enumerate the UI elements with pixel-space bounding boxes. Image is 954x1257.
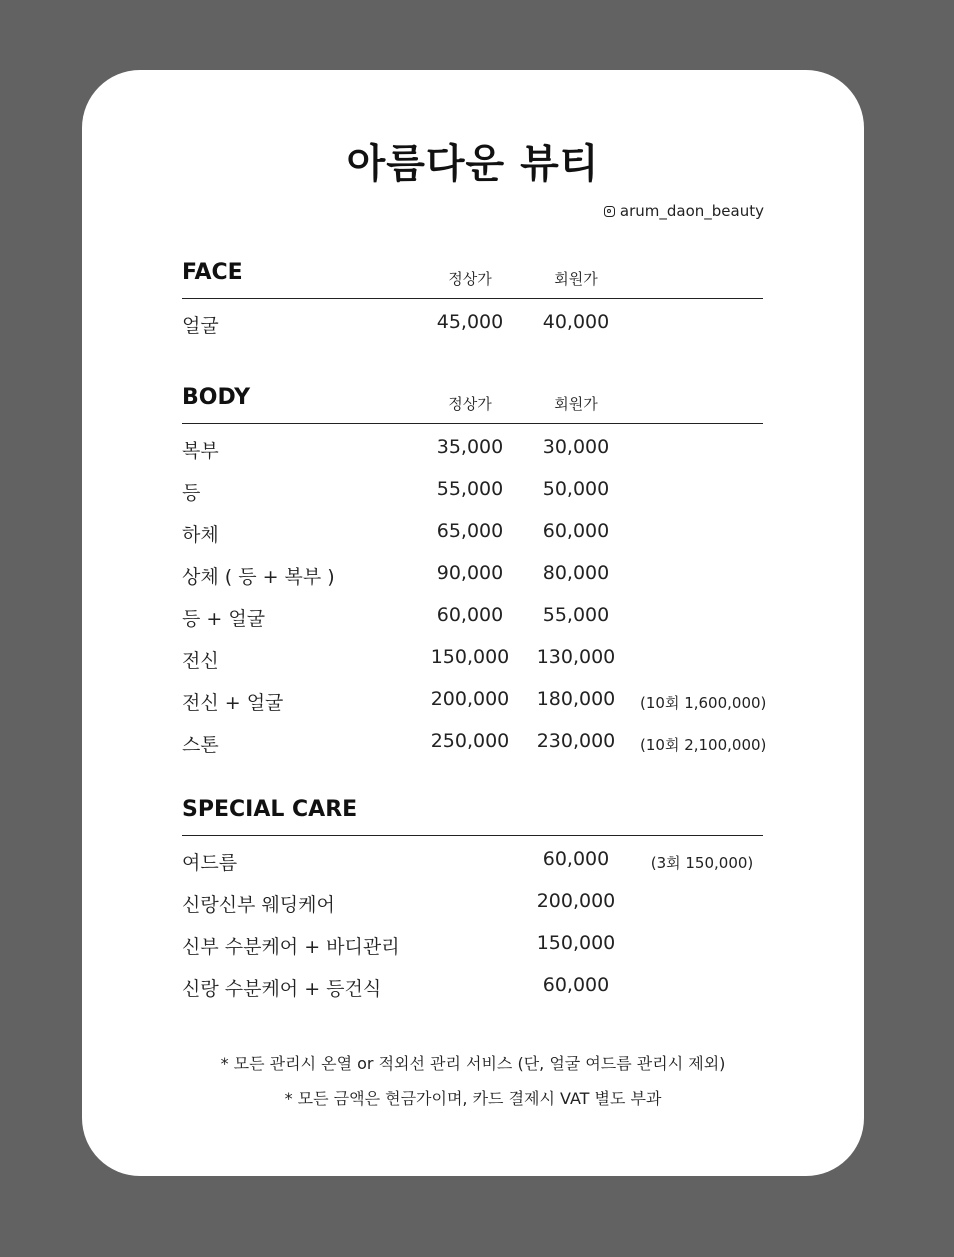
regular-price: 90,000 bbox=[436, 562, 504, 584]
member-price: 60,000 bbox=[542, 974, 610, 996]
service-name: 스톤 bbox=[182, 734, 219, 756]
member-price: 30,000 bbox=[542, 436, 610, 458]
instagram-handle: arum_daon_beauty bbox=[619, 202, 764, 220]
face-title: FACE bbox=[182, 260, 243, 285]
service-name: 여드름 bbox=[182, 852, 238, 874]
regular-price: 150,000 bbox=[430, 646, 510, 668]
package-note: (10회 2,100,000) bbox=[640, 736, 767, 754]
regular-price: 200,000 bbox=[430, 688, 510, 710]
price-row bbox=[182, 878, 763, 920]
service-name: 상체 ( 등 + 복부 ) bbox=[182, 566, 335, 588]
price-row bbox=[182, 718, 767, 760]
regular-price: 60,000 bbox=[436, 604, 504, 626]
member-price: 200,000 bbox=[536, 890, 616, 912]
regular-price: 35,000 bbox=[436, 436, 504, 458]
member-price-header: 회원가 bbox=[554, 395, 598, 413]
body-section bbox=[182, 385, 767, 760]
menu-card bbox=[82, 70, 864, 1176]
price-row bbox=[182, 466, 763, 508]
regular-price-header: 정상가 bbox=[448, 395, 492, 413]
service-name: 신부 수분케어 + 바디관리 bbox=[182, 936, 400, 958]
service-name: 복부 bbox=[182, 440, 219, 462]
price-row bbox=[182, 676, 767, 718]
price-row bbox=[182, 508, 763, 550]
price-row bbox=[182, 592, 763, 634]
regular-price: 45,000 bbox=[436, 311, 504, 333]
instagram-link[interactable] bbox=[604, 202, 764, 220]
page-title: 아름다운 뷰티 bbox=[346, 141, 600, 187]
member-price-header: 회원가 bbox=[554, 270, 598, 288]
member-price: 130,000 bbox=[536, 646, 616, 668]
package-note: (3회 150,000) bbox=[650, 854, 754, 872]
body-header bbox=[182, 385, 763, 424]
face-section bbox=[182, 260, 763, 341]
face-header bbox=[182, 260, 763, 299]
regular-price-header: 정상가 bbox=[448, 270, 492, 288]
service-name: 신랑신부 웨딩케어 bbox=[182, 894, 335, 916]
member-price: 150,000 bbox=[536, 932, 616, 954]
member-price: 40,000 bbox=[542, 311, 610, 333]
price-row bbox=[182, 550, 763, 592]
member-price: 230,000 bbox=[536, 730, 616, 752]
price-row bbox=[182, 962, 763, 1004]
member-price: 50,000 bbox=[542, 478, 610, 500]
price-row bbox=[182, 299, 763, 341]
service-name: 전신 + 얼굴 bbox=[182, 692, 284, 714]
service-name: 전신 bbox=[182, 650, 219, 672]
service-name: 하체 bbox=[182, 524, 219, 546]
service-name: 신랑 수분케어 + 등건식 bbox=[182, 978, 382, 1000]
regular-price: 65,000 bbox=[436, 520, 504, 542]
price-row bbox=[182, 424, 763, 466]
price-row bbox=[182, 836, 763, 878]
regular-price: 250,000 bbox=[430, 730, 510, 752]
special-care-header bbox=[182, 797, 763, 836]
package-note: (10회 1,600,000) bbox=[640, 694, 767, 712]
service-name: 얼굴 bbox=[182, 315, 219, 337]
special-care-section bbox=[182, 797, 763, 1004]
price-row bbox=[182, 920, 763, 962]
member-price: 60,000 bbox=[542, 520, 610, 542]
service-name: 등 bbox=[182, 482, 201, 504]
footnote-service: * 모든 관리시 온열 or 적외선 관리 서비스 (단, 얼굴 여드름 관리시 제외) bbox=[220, 1054, 726, 1073]
instagram-icon bbox=[604, 206, 615, 217]
regular-price: 55,000 bbox=[436, 478, 504, 500]
price-row bbox=[182, 634, 763, 676]
member-price: 60,000 bbox=[542, 848, 610, 870]
member-price: 180,000 bbox=[536, 688, 616, 710]
footnote-payment: * 모든 금액은 현금가이며, 카드 결제시 VAT 별도 부과 bbox=[284, 1089, 662, 1108]
body-title: BODY bbox=[182, 385, 251, 410]
special-care-title: SPECIAL CARE bbox=[182, 797, 358, 822]
member-price: 80,000 bbox=[542, 562, 610, 584]
member-price: 55,000 bbox=[542, 604, 610, 626]
service-name: 등 + 얼굴 bbox=[182, 608, 266, 630]
